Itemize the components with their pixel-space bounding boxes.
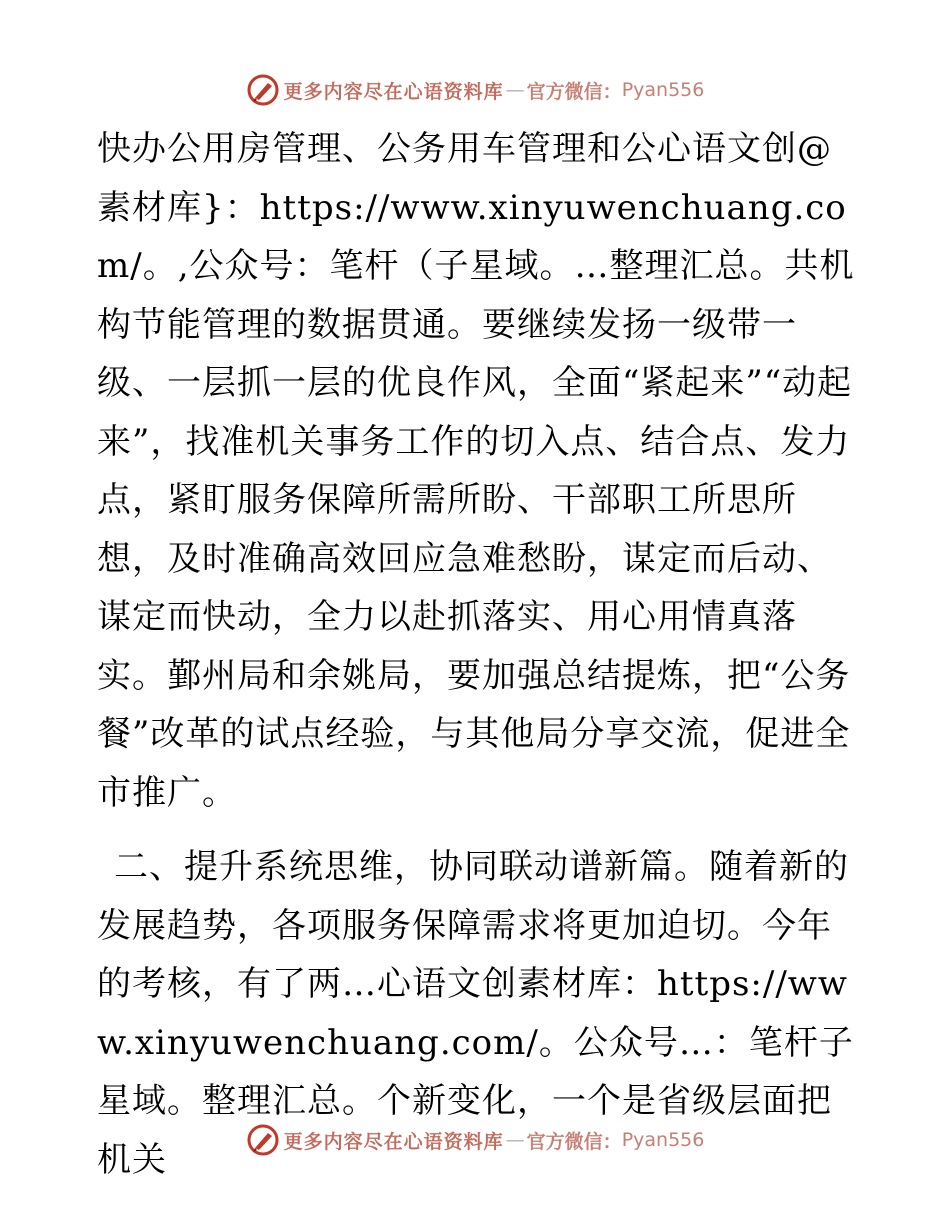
document-body bbox=[97, 120, 857, 1189]
header-watermark bbox=[0, 70, 950, 110]
watermark-dash: — bbox=[505, 1129, 525, 1151]
watermark-prefix: 更多内容尽在心语资料库 bbox=[283, 80, 504, 103]
watermark-handle: Pyan556 bbox=[621, 79, 705, 101]
watermark-account-label: 官方微信： bbox=[526, 1130, 622, 1153]
footer-watermark bbox=[0, 1120, 950, 1160]
pen-logo-icon bbox=[246, 1123, 280, 1157]
watermark-prefix: 更多内容尽在心语资料库 bbox=[283, 1130, 504, 1153]
watermark-handle: Pyan556 bbox=[621, 1129, 705, 1151]
watermark-account-label: 官方微信： bbox=[526, 80, 622, 103]
pen-logo-icon bbox=[246, 73, 280, 107]
watermark-dash: — bbox=[505, 79, 525, 101]
paragraph-2: 二、提升系统思维，协同联动谱新篇。随着新的发展趋势，各项服务保障需求将更加迫切。今年的考核，有了两…心语文创素材库：https://www.xinyuwenchuang.com/。公众号…：笔杆子星域。整理汇总。个新变化，一个是省级层面把机关 bbox=[97, 847, 854, 1180]
paragraph-1: 快办公用房管理、公务用车管理和公心语文创@素材库}：https://www.xinyuwenchuang.com/。,公众号：笔杆（子星域。…整理汇总。共机构节能管理的数据贯通。要继续发扬一级带一级、一层抓一层的优良作风，全面“紧起来”“动起来”，找准机关事务工作的切入点、结合点、发力点，紧盯服务保障所需所盼、干部职工所思所想，及时准确高效回应急难愁盼，谋定而后动、谋定而快动，全力以赴抓落实、用心用情真落实。鄞州局和余姚局，要加强总结提炼，把“公务餐”改革的试点经验，与其他局分享交流，促进全市推广。 bbox=[97, 129, 855, 813]
